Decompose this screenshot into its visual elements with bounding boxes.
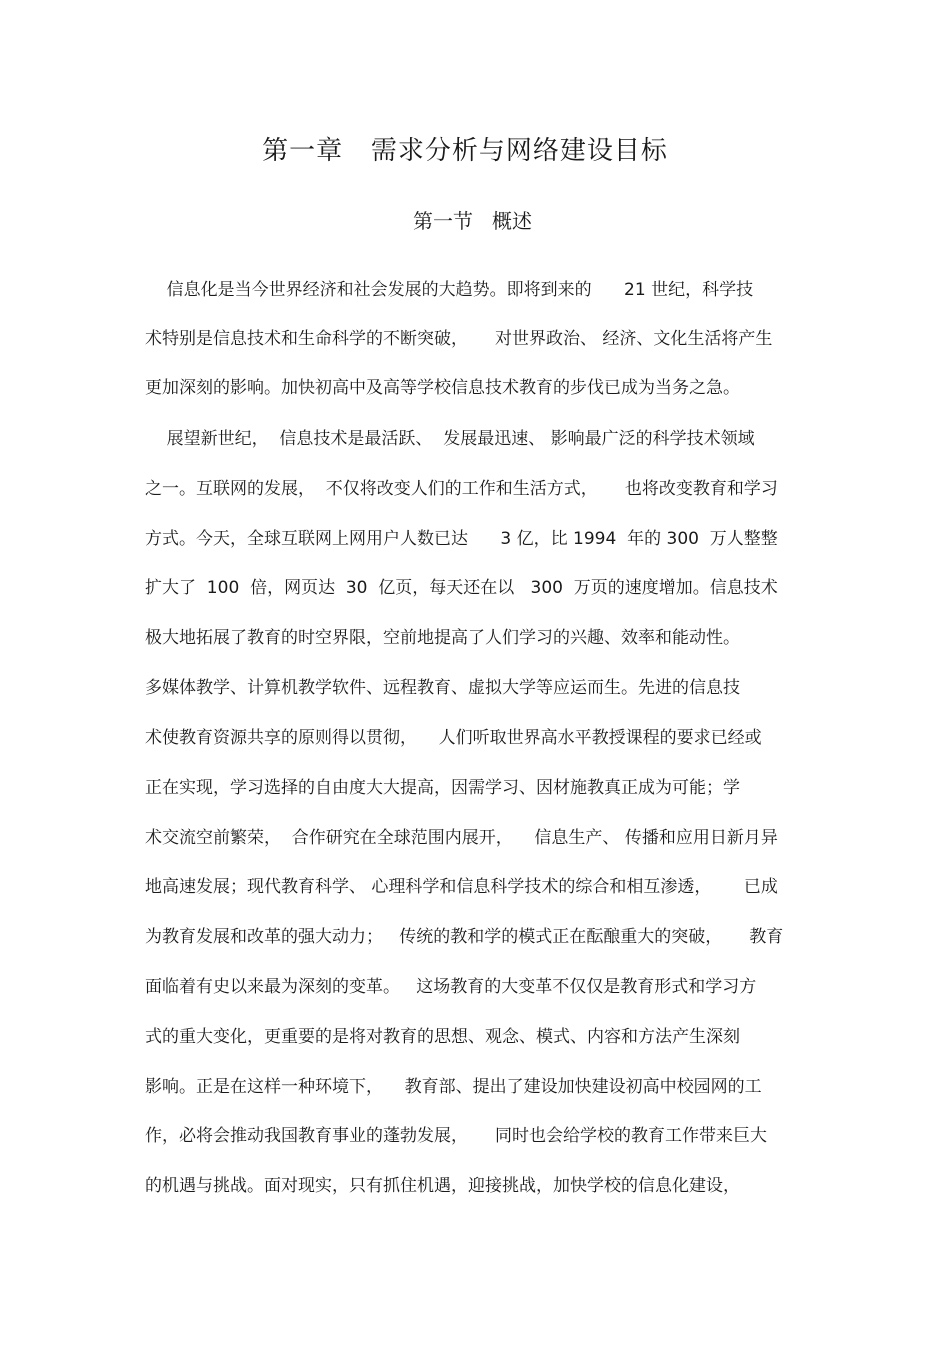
paragraph-line: 极大地拓展了教育的时空界限，空前地提高了人们学习的兴趣、效率和能动性。 (145, 628, 740, 648)
paragraph-line: 信息化是当今世界经济和社会发展的大趋势。即将到来的 21 世纪，科学技 (145, 280, 754, 300)
paragraph-line: 方式。今天，全球互联网上网用户人数已达 3 亿，比 1994 年的 300 万人整整 (145, 529, 778, 549)
paragraph-line: 展望新世纪， 信息技术是最活跃、 发展最迅速、 影响最广泛的科学技术领域 (145, 429, 755, 449)
paragraph-line: 的机遇与挑战。面对现实，只有抓住机遇，迎接挑战，加快学校的信息化建设， (145, 1176, 740, 1196)
chapter-title: 第一章 需求分析与网络建设目标 (262, 136, 668, 166)
paragraph-line: 术交流空前繁荣， 合作研究在全球范围内展开， 信息生产、 传播和应用日新月异 (145, 828, 778, 848)
paragraph-line: 地高速发展；现代教育科学、 心理科学和信息科学技术的综合和相互渗透， 已成 (145, 877, 778, 897)
paragraph-line: 术特别是信息技术和生命科学的不断突破， 对世界政治、 经济、文化生活将产生 (145, 329, 773, 349)
paragraph-line: 术使教育资源共享的原则得以贯彻， 人们听取世界高水平教授课程的要求已经或 (145, 728, 762, 748)
paragraph-line: 影响。正是在这样一种环境下， 教育部、提出了建设加快建设初高中校园网的工 (145, 1077, 762, 1097)
paragraph-line: 面临着有史以来最为深刻的变革。 这场教育的大变革不仅仅是教育形式和学习方 (145, 977, 757, 997)
paragraph-line: 作，必将会推动我国教育事业的蓬勃发展， 同时也会给学校的教育工作带来巨大 (145, 1126, 768, 1146)
paragraph-line: 之一。互联网的发展， 不仅将改变人们的工作和生活方式， 也将改变教育和学习 (145, 479, 778, 499)
paragraph-line: 为教育发展和改革的强大动力； 传统的教和学的模式正在酝酿重大的突破， 教育 (145, 927, 784, 947)
paragraph-line: 更加深刻的影响。加快初高中及高等学校信息技术教育的步伐已成为当务之急。 (145, 378, 740, 398)
paragraph-line: 式的重大变化，更重要的是将对教育的思想、观念、模式、内容和方法产生深刻 (145, 1027, 740, 1047)
section-title: 第一节 概述 (412, 209, 533, 233)
paragraph-line: 扩大了 100 倍，网页达 30 亿页，每天还在以 300 万页的速度增加。信息技术 (145, 578, 778, 598)
paragraph-line: 正在实现，学习选择的自由度大大提高，因需学习、因材施教真正成为可能；学 (145, 778, 740, 798)
paragraph-line: 多媒体教学、计算机教学软件、远程教育、虚拟大学等应运而生。先进的信息技 (145, 678, 740, 698)
